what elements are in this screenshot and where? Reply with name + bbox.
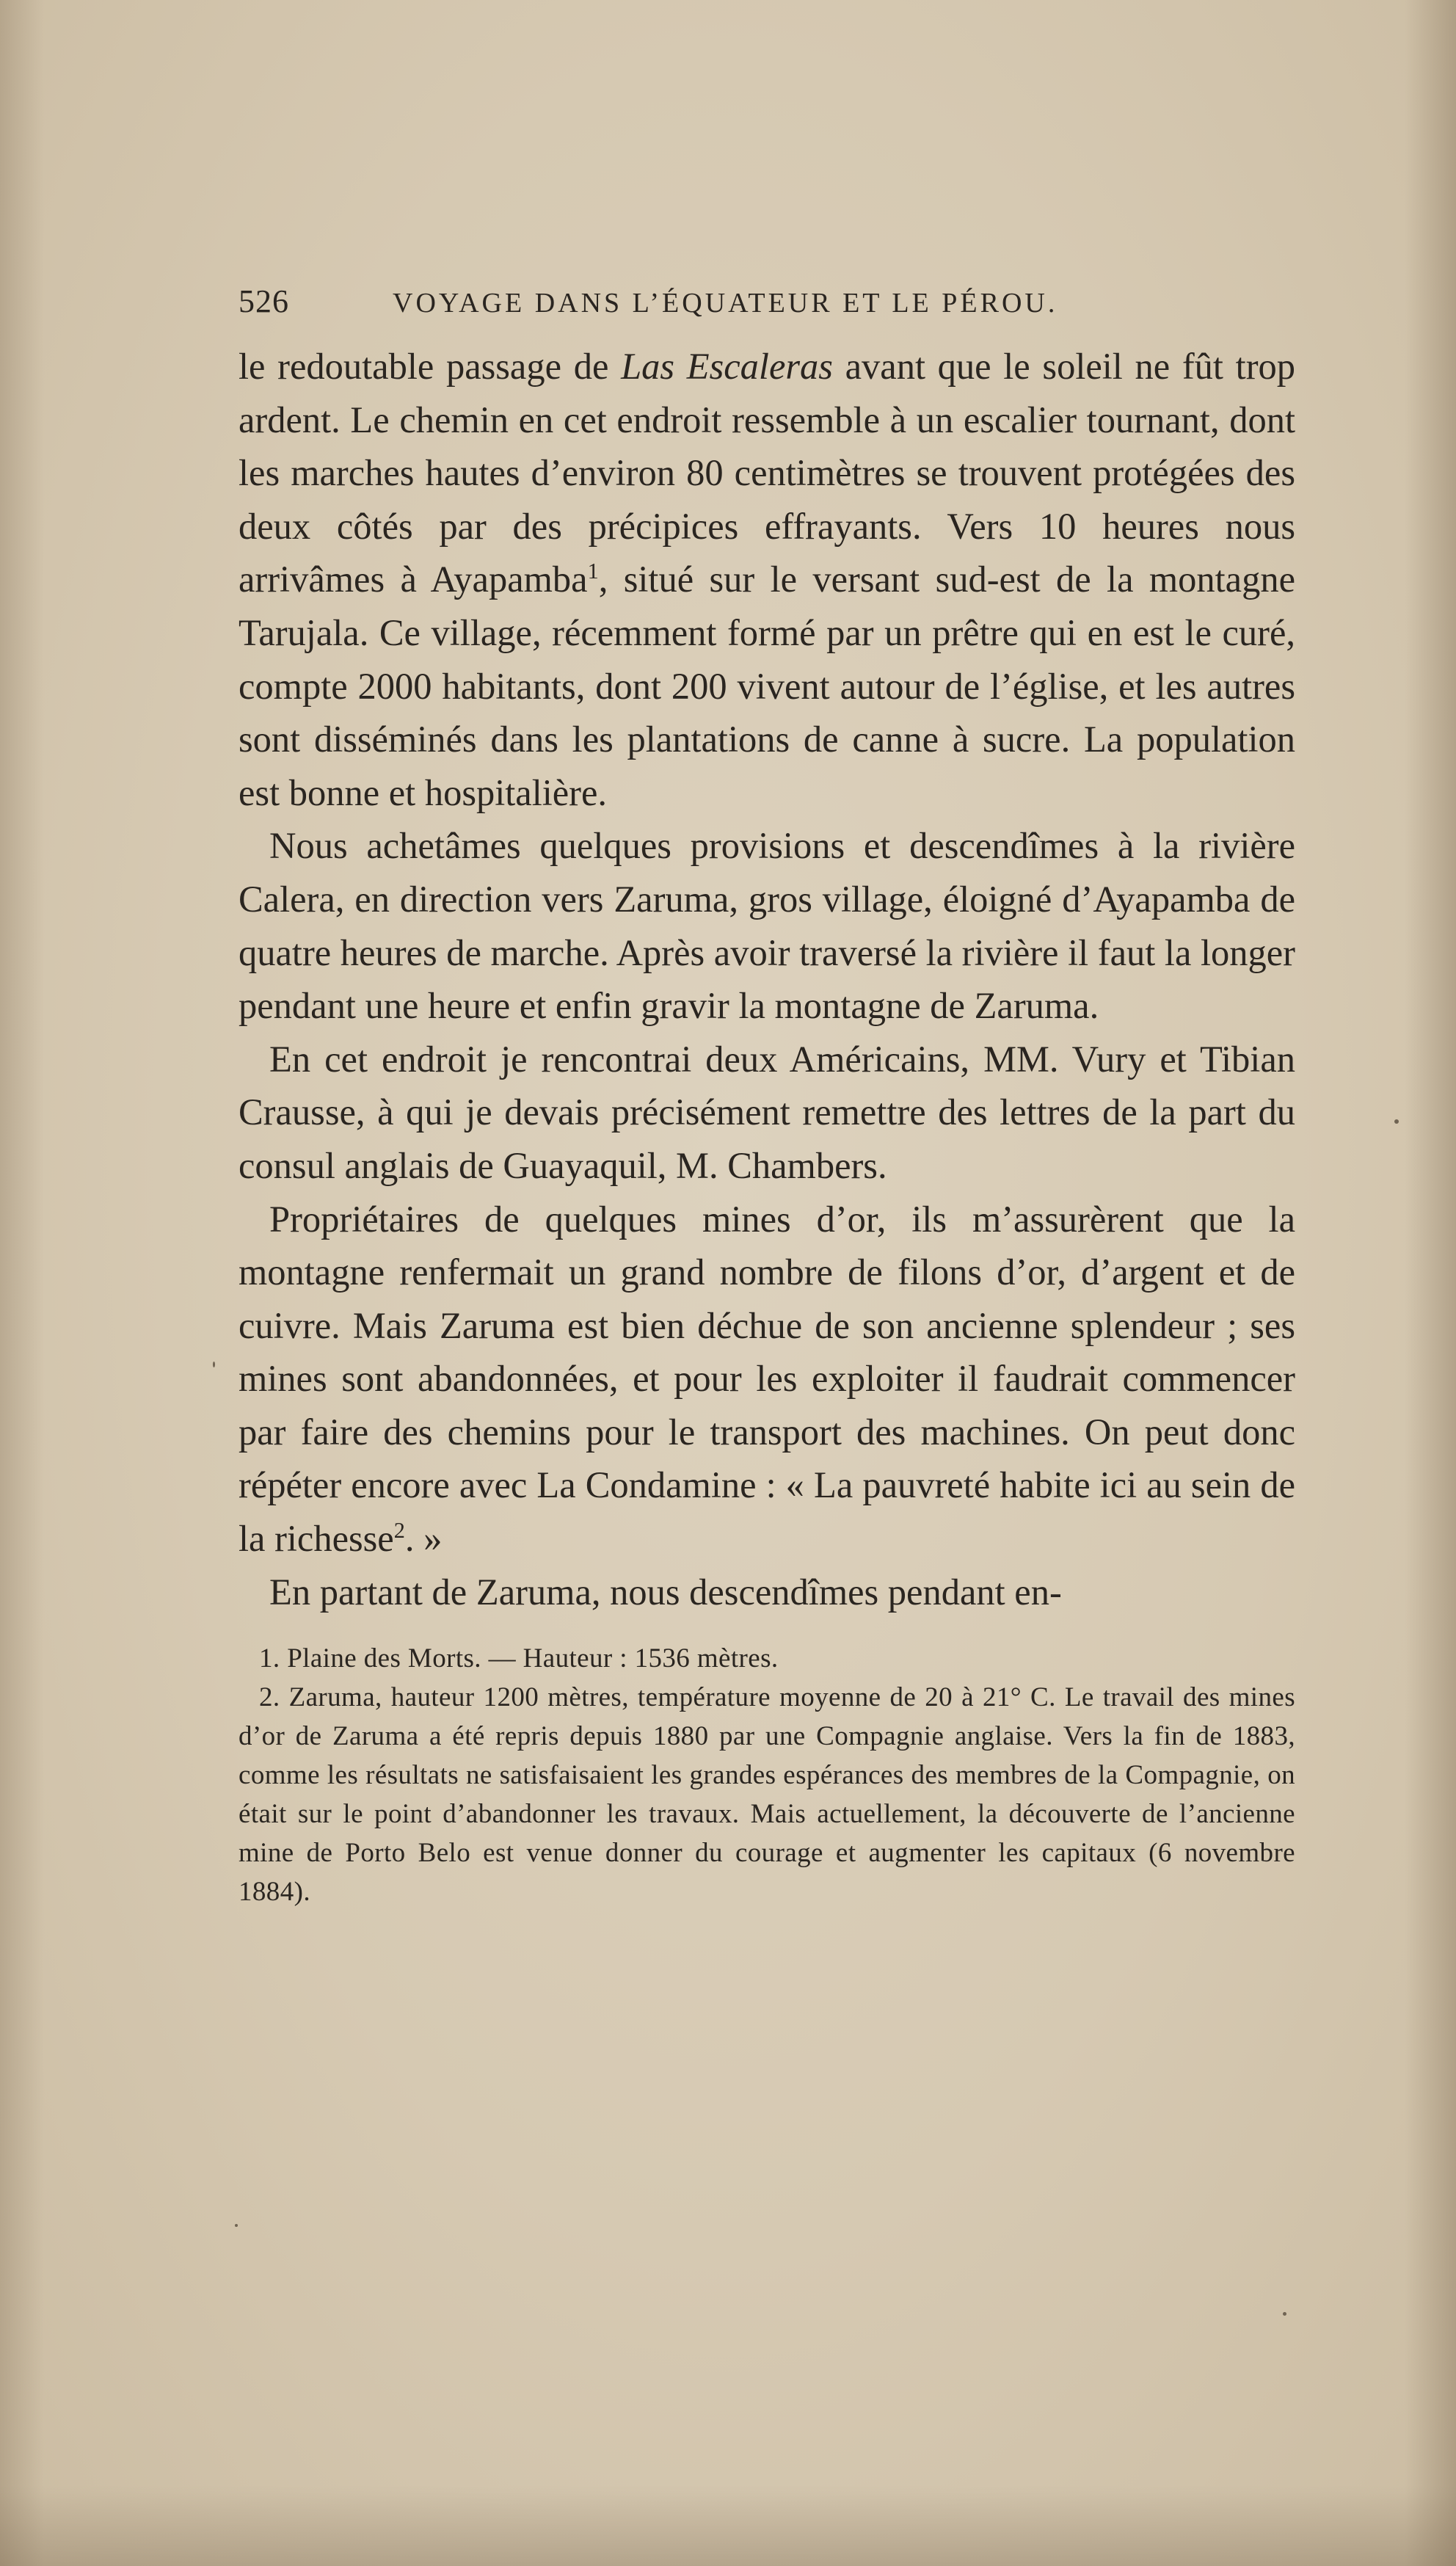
paper-speck — [213, 1362, 215, 1367]
running-header — [239, 283, 1295, 334]
page-edge-shadow-left — [0, 0, 44, 2566]
paragraph — [239, 819, 1295, 1032]
footnote-ref: 1 — [587, 559, 599, 584]
page-number: 526 — [239, 283, 289, 319]
text-run: En partant de Zaruma, nous descendîmes pendant en- — [269, 1571, 1062, 1613]
paper-speck — [235, 2224, 238, 2227]
running-title: VOYAGE DANS L’ÉQUATEUR ET LE PÉROU. — [393, 288, 1058, 319]
footnote: 1. Plaine des Morts. — Hauteur : 1536 mètres. — [259, 1643, 779, 1674]
paragraph — [239, 340, 1295, 819]
text-run: Propriétaires de quelques mines d’or, ils m’assurèrent que la montagne renfermait un grand nombre de filons d’or, d’argent et de cuivre. Mais Zaruma est bien déchue de son ancienne splendeur ; ses mines sont abandonnées, et pour les exploiter il faudrait commencer par faire des chemins pour le transport des machines. On peut donc répéter encore avec La Condamine : « La pauvreté habite ici au sein de la richesse — [239, 1198, 1295, 1560]
text-run: Nous achetâmes quelques provisions et descendîmes à la rivière Calera, en direction vers Zaruma, gros village, éloigné d’Ayapamba de quatre heures de marche. Après avoir traversé la rivière il faut la longer pendant une heure et enfin gravir la montagne de Zaruma. — [239, 825, 1295, 1027]
footnote-ref: 2 — [393, 1518, 405, 1544]
text-block — [239, 283, 1295, 1911]
text-run: En cet endroit je rencontrai deux Américains, MM. Vury et Tibian Crausse, à qui je devais précisément remettre des lettres de la part du consul anglais de Guayaquil, M. Chambers. — [239, 1038, 1295, 1186]
footnotes — [239, 1639, 1295, 1911]
page-edge-shadow-right — [1405, 0, 1456, 2566]
footnote: 2. Zaruma, hauteur 1200 mètres, température moyenne de 20 à 21° C. Le travail des mines d’or de Zaruma a été repris depuis 1880 par une Compagnie anglaise. Vers la fin de 1883, comme les résultats ne satisfaisaient les grandes espérances des membres de la Compagnie, on était sur le point d’abandonner les travaux. Mais actuellement, la découverte de l’ancienne mine de Porto Belo est venue donner du courage et augmenter les capitaux (6 novembre 1884). — [239, 1682, 1295, 1908]
paper-speck — [1394, 1119, 1399, 1124]
text-run: . » — [404, 1518, 443, 1560]
italic-text: Las Escaleras — [621, 346, 833, 387]
page-edge-shadow-bottom — [0, 2485, 1456, 2566]
text-run: avant que le soleil ne fût trop ardent. Le chemin en cet endroit ressemble à un escalier tournant, dont les marches hautes d’environ 80 centimètres se trouvent protégées des deux côtés par des précipices effrayants. Vers 10 heures nous arrivâmes à Ayapamba — [239, 346, 1296, 600]
text-run: , situé sur le versant sud-est de la montagne Tarujala. Ce village, récemment formé par un prêtre qui en est le curé, compte 2000 habitants, dont 200 vivent autour de l’église, et les autres sont disséminés dans les plantations de canne à sucre. La population est bonne et hospitalière. — [239, 559, 1296, 813]
paragraph — [239, 1193, 1295, 1566]
body-text — [239, 340, 1295, 1618]
paragraph — [239, 1566, 1295, 1619]
text-run: le redoutable passage de — [239, 346, 622, 387]
paper-speck — [1283, 2312, 1286, 2316]
paragraph — [239, 1033, 1295, 1193]
